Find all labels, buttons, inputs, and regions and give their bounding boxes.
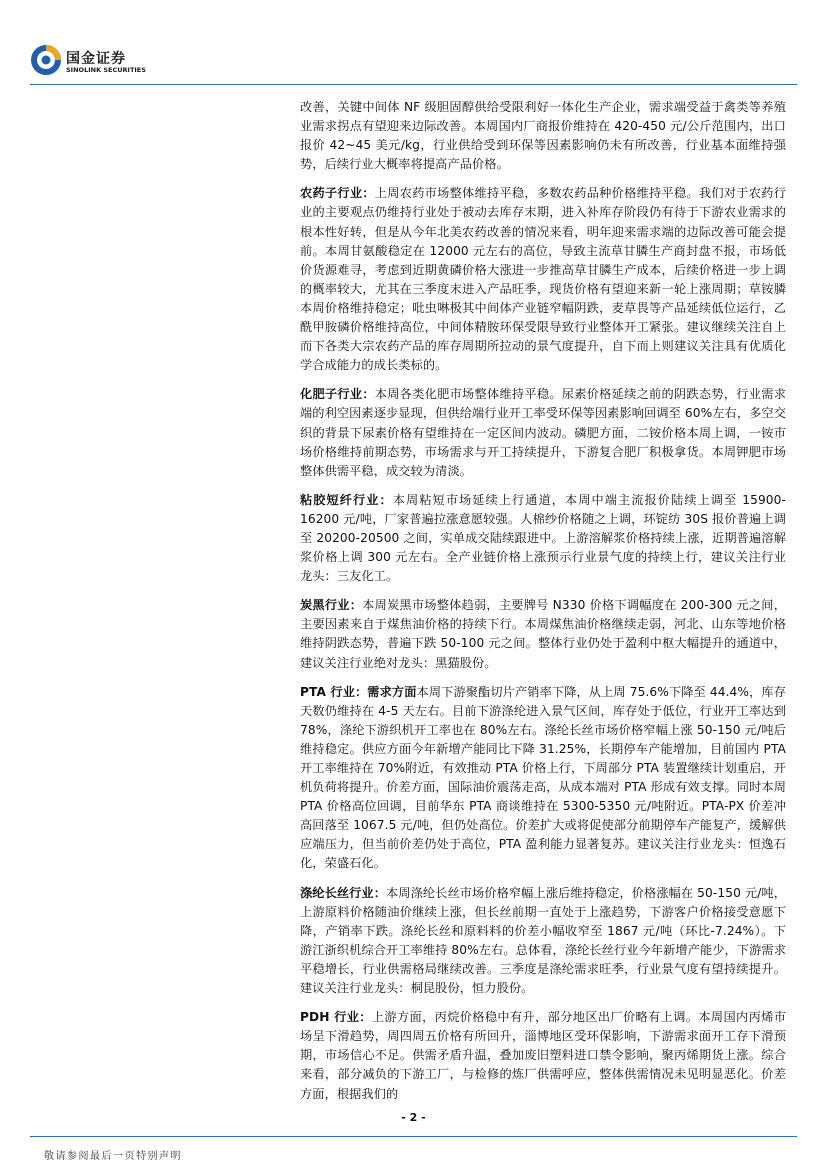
paragraph-text: 本周粘短市场延续上行通道，本周中端主流报价陆续上调至 15900-16200 元/吨，厂家普遍拉涨意愿较强。人棉纱价格随之上调，环锭纺 30S 报价普遍上调至 20200-20500 之间，实单成交陆续跟进中。上游溶解浆价格持续上涨，近期普遍溶解浆价格上调 300 元左右。全产业链价格上涨预示行业景气度的持续上行，建议关注行业龙头：三友化工。 — [300, 492, 787, 584]
paragraph-heading: PTA 行业：需求方面 — [300, 684, 417, 699]
paragraph-heading: 农药子行业： — [300, 186, 375, 201]
brand-name-cn: 国金证券 — [66, 51, 126, 67]
paragraph-heading: 化肥子行业： — [300, 387, 375, 402]
paragraph-fertilizer — [300, 385, 786, 480]
sinolink-logo-mark-icon — [30, 44, 62, 76]
paragraph-heading: 炭黑行业： — [300, 598, 363, 613]
paragraph-polyester-filament — [300, 884, 786, 999]
brand-name-en: SINOLINK SECURITIES — [66, 66, 146, 74]
footer-divider — [30, 1136, 797, 1137]
paragraph-pesticide — [300, 184, 786, 375]
sinolink-logo — [30, 44, 160, 78]
report-body — [300, 98, 786, 1114]
paragraph-text: 本周炭黑市场整体趋弱，主要牌号 N330 价格下调幅度在 200-300 元之间，主要因素来自于煤焦油价格的持续下行。本周煤焦油价格继续走弱，河北、山东等地价格维持阴跌态势，普遍下跌 50-100 元之间。整体行业仍处于盈利中枢大幅提升的通道中，建议关注行业绝对龙头：黑猫股份。 — [300, 598, 786, 670]
paragraph-text: 上周农药市场整体维持平稳，多数农药品种价格维持平稳。我们对于农药行业的主要观点仍维持行业处于被动去库存末期，进入补库存阶段仍有待于下游农业需求的根本性好转，但是从今年北美农药改善的情况来看，明年迎来需求端的边际改善可能会提前。本周甘氨酸稳定在 12000 元左右的高位，导致主流草甘膦生产商封盘不报，市场低价货源难寻，考虑到近期黄磷价格大涨进一步推高草甘膦生产成本，后续价格进一步上调的概率较大，尤其在三季度末进入产品旺季，现货价格有望迎来新一轮上涨周期；草铵膦本周价格维持稳定；吡虫啉极其中间体产业链窄幅阴跌，麦草畏等产品延续低位运行，乙酰甲胺磷价格维持高位，中间体精胺环保受限导致行业整体开工紧张。建议继续关注自上而下各类大宗农药产品的库存周期所拉动的景气度提升，自下而上则建议关注具有优质化学合成能力的成长类标的。 — [300, 186, 786, 373]
paragraph-heading: PDH 行业： — [300, 1010, 372, 1025]
paragraph-text: 本周下游聚酯切片产销率下降，从上周 75.6%下降至 44.4%，库存天数仍维持在 4-5 天左右。目前下游涤纶进入景气区间，库存处于低位，行业开工率达到 78%，涤纶下游织机开工率也在 80%左右。涤纶长丝市场价格窄幅上涨 50-150 元/吨后维持稳定。供应方面今年新增产能同比下降 31.25%，长期停车产能增加，目前国内 PTA 开工率维持在 70%附近，有效推动 PTA 价格上行，下周部分 PTA 装置继续计划重启，开机负荷将提升。价差方面，国际油价震荡走高，从成本端对 PTA 形成有效支撑。同时本周 PTA 价格高位回调，目前华东 PTA 商谈维持在 5300-5350 元/吨附近。PTA-PX 价差冲高回落至 1067.5 元/吨，但仍处高位。价差扩大或将促使部分前期停车产能复产，缓解供应端压力，但当前价差仍处于高位，PTA 盈利能力显著复苏。建议关注行业龙头：恒逸石化，荣盛石化。 — [300, 684, 786, 871]
header-divider — [30, 84, 797, 85]
page-number: - 2 - — [401, 1111, 426, 1124]
paragraph-text: 改善，关键中间体 NF 级胆固醇供给受限利好一体化生产企业，需求端受益于禽类等养殖业需求拐点有望迎来边际改善。本周国内厂商报价维持在 420-450 元/公斤范围内，出口报价 42~45 美元/kg，行业供给受到环保等因素影响仍未有所改善，行业基本面维持强势，后续行业大概率将提高产品价格。 — [300, 100, 786, 172]
paragraph-pdh — [300, 1008, 786, 1103]
paragraph-text: 本周涤纶长丝市场价格窄幅上涨后维持稳定，价格涨幅在 50-150 元/吨，上游原料价格随油价继续上涨，但长丝前期一直处于上涨趋势，下游客户价格接受意愿下降，产销率下跌。涤纶长丝和原料料的价差小幅收窄至 1867 元/吨（环比-7.24%）。下游江浙织机综合开工率维持 80%左右。总体看，涤纶长丝行业今年新增产能少，下游需求平稳增长，行业供需格局继续改善。三季度是涤纶需求旺季，行业景气度有望持续提升。建议关注行业龙头：桐昆股份，恒力股份。 — [300, 885, 786, 996]
disclaimer-text: 敬请参阅最后一页特别声明 — [44, 1151, 182, 1162]
paragraph-carbon-black — [300, 596, 786, 672]
paragraph-text: 上游方面，丙烷价格稳中有升，部分地区出厂价略有上调。本周国内丙烯市场呈下滑趋势，周四周五价格有所回升，淄博地区受环保影响，下游需求面开工存下滑预期，市场信心不足。供需矛盾升温，叠加废旧塑料进口禁令影响，聚丙烯期货上涨。综合来看，部分减负的下游工厂，与检修的炼厂供需呼应，整体供需情况未见明显恶化。价差方面，根据我们的 — [300, 1010, 786, 1101]
paragraph-heading: 涤纶长丝行业： — [300, 885, 387, 900]
paragraph-heading: 粘胶短纤行业： — [300, 492, 393, 507]
paragraph-pta — [300, 683, 786, 874]
paragraph-text: 本周各类化肥市场整体维持平稳。尿素价格延续之前的阴跌态势，行业需求端的利空因素逐步显现，但供给端行业开工率受环保等因素影响回调至 60%左右，多空交织的背景下尿素价格有望维持在一定区间内波动。磷肥方面，二铵价格本周上调，一铵市场价格维持前期态势，市场需求与开工持续提升，下游复合肥厂积极拿货。本周钾肥市场整体供需平稳，成交较为清淡。 — [300, 387, 786, 478]
paragraph-cholesterol — [300, 98, 786, 174]
paragraph-viscose — [300, 491, 786, 586]
